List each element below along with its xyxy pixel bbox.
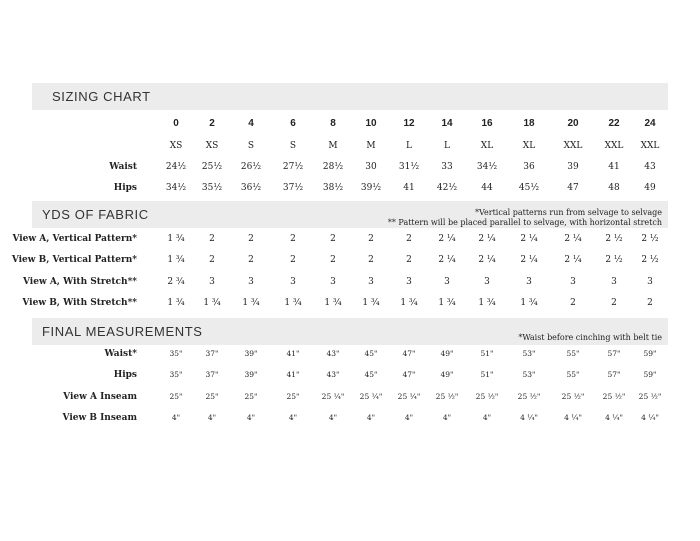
table-cell: 3 — [406, 277, 412, 287]
table-cell: 57" — [607, 370, 621, 379]
table-cell: 2 — [209, 234, 215, 244]
table-cell: 0 — [173, 118, 179, 129]
row-label: View A, Vertical Pattern* — [12, 234, 137, 244]
table-cell: 35" — [169, 370, 183, 379]
table-cell: 44 — [481, 183, 493, 193]
table-cell: 2 — [290, 234, 296, 244]
table-cell: 59" — [643, 349, 657, 358]
table-cell: 49 — [644, 183, 656, 193]
table-cell: 4" — [482, 413, 492, 422]
table-cell: 2 — [209, 255, 215, 265]
table-cell: 39 — [567, 162, 579, 172]
table-cell: 18 — [523, 118, 535, 129]
table-cell: XXL — [563, 141, 583, 151]
table-cell: 27½ — [282, 162, 304, 172]
table-cell: 25 ½" — [517, 392, 541, 401]
table-cell: 2 — [368, 234, 374, 244]
size-number-row — [0, 117, 700, 131]
table-cell: 2 ¼ — [520, 255, 538, 265]
fabric-note-vertical: *Vertical patterns run from selvage to selvage — [474, 208, 662, 217]
table-cell: 25 ½" — [475, 392, 499, 401]
table-cell: 8 — [330, 118, 336, 129]
table-cell: 2 ¼ — [564, 234, 582, 244]
table-cell: 3 — [248, 277, 254, 287]
table-cell: 4" — [366, 413, 376, 422]
table-cell: 41" — [286, 349, 300, 358]
table-cell: 2 ¼ — [564, 255, 582, 265]
fabric-note-stretch: ** Pattern will be placed parallel to selvage, with horizontal stretch — [387, 218, 662, 227]
row-label: View A Inseam — [63, 392, 137, 402]
table-cell: 25" — [205, 392, 219, 401]
row-label: View B, With Stretch** — [22, 298, 137, 308]
final-measurement-row — [0, 368, 700, 382]
table-cell: 25 ¼" — [321, 392, 345, 401]
table-cell: 25½ — [201, 162, 223, 172]
table-cell: 51" — [480, 349, 494, 358]
size-letter-row — [0, 139, 700, 153]
row-label: Hips — [113, 370, 137, 380]
table-cell: 36½ — [240, 183, 262, 193]
table-cell: 47 — [567, 183, 579, 193]
row-label: Waist* — [104, 349, 137, 359]
table-cell: 1 ¾ — [242, 298, 260, 308]
fabric-row — [0, 253, 700, 267]
table-cell: 4" — [246, 413, 256, 422]
final-measurements-note: *Waist before cinching with belt tie — [518, 333, 662, 342]
table-cell: XS — [205, 141, 219, 151]
row-label: Hips — [113, 183, 137, 193]
table-cell: 2 ¼ — [478, 234, 496, 244]
table-cell: 2 — [647, 298, 653, 308]
final-measurements-title: FINAL MEASUREMENTS — [42, 324, 203, 339]
table-cell: 22 — [608, 118, 620, 129]
table-cell: 12 — [403, 118, 415, 129]
table-cell: 1 ¾ — [478, 298, 496, 308]
fabric-title: YDS OF FABRIC — [42, 207, 149, 222]
table-cell: 24½ — [165, 162, 187, 172]
table-cell: S — [289, 141, 297, 151]
table-cell: 2 — [368, 255, 374, 265]
table-cell: 43 — [644, 162, 656, 172]
table-cell: 4" — [442, 413, 452, 422]
table-cell: 2 — [330, 234, 336, 244]
table-cell: 2 ¼ — [438, 255, 456, 265]
table-cell: 37" — [205, 370, 219, 379]
table-cell: 1 ¾ — [324, 298, 342, 308]
table-cell: 4" — [171, 413, 181, 422]
table-cell: 2 — [209, 118, 215, 129]
table-cell: 34½ — [476, 162, 498, 172]
table-cell: 4" — [404, 413, 414, 422]
table-cell: 53" — [522, 370, 536, 379]
table-cell: 43" — [326, 370, 340, 379]
table-cell: 2 — [406, 234, 412, 244]
fabric-row — [0, 275, 700, 289]
table-cell: 3 — [484, 277, 490, 287]
table-cell: 36 — [523, 162, 535, 172]
table-cell: 25" — [244, 392, 258, 401]
table-cell: 2 ½ — [641, 255, 659, 265]
table-cell: L — [406, 141, 412, 151]
table-cell: 30 — [365, 162, 377, 172]
table-cell: 4 ¼" — [641, 413, 659, 422]
table-cell: 4" — [288, 413, 298, 422]
table-cell: 41" — [286, 370, 300, 379]
fabric-row — [0, 296, 700, 310]
table-cell: 33 — [441, 162, 453, 172]
table-cell: 34½ — [165, 183, 187, 193]
table-cell: 37½ — [282, 183, 304, 193]
table-cell: M — [366, 141, 376, 151]
table-cell: 25 ½" — [561, 392, 585, 401]
table-cell: 39" — [244, 370, 258, 379]
table-cell: XXL — [604, 141, 624, 151]
table-cell: 55" — [566, 349, 580, 358]
table-cell: 25 ½" — [602, 392, 626, 401]
table-cell: 42½ — [436, 183, 458, 193]
table-cell: 6 — [290, 118, 296, 129]
table-cell: 26½ — [240, 162, 262, 172]
table-cell: 51" — [480, 370, 494, 379]
table-cell: 41 — [403, 183, 415, 193]
sizing-chart-title: SIZING CHART — [52, 89, 151, 104]
table-cell: 2 — [290, 255, 296, 265]
table-cell: 3 — [570, 277, 576, 287]
table-cell: 1 ¾ — [167, 255, 185, 265]
table-cell: 3 — [209, 277, 215, 287]
table-cell: 1 ¾ — [520, 298, 538, 308]
table-cell: 35½ — [201, 183, 223, 193]
row-label: Waist — [109, 162, 137, 172]
row-label: View B, Vertical Pattern* — [11, 255, 137, 265]
table-cell: 14 — [441, 118, 453, 129]
table-cell: 1 ¾ — [167, 298, 185, 308]
table-cell: 28½ — [322, 162, 344, 172]
table-cell: 2 ¼ — [520, 234, 538, 244]
table-cell: 45½ — [518, 183, 540, 193]
table-cell: 43" — [326, 349, 340, 358]
table-cell: S — [247, 141, 255, 151]
table-cell: 25 ½" — [638, 392, 662, 401]
table-cell: 39" — [244, 349, 258, 358]
final-measurement-row — [0, 390, 700, 404]
table-cell: 3 — [290, 277, 296, 287]
table-cell: 2 — [248, 234, 254, 244]
table-cell: 57" — [607, 349, 621, 358]
table-cell: 2 ½ — [605, 234, 623, 244]
table-cell: 1 ¾ — [362, 298, 380, 308]
table-cell: 2 — [570, 298, 576, 308]
table-cell: 2 — [330, 255, 336, 265]
table-cell: 48 — [608, 183, 620, 193]
table-cell: 53" — [522, 349, 536, 358]
table-cell: 10 — [365, 118, 377, 129]
table-cell: 4" — [328, 413, 338, 422]
table-cell: 35" — [169, 349, 183, 358]
table-cell: 49" — [440, 370, 454, 379]
table-cell: 38½ — [322, 183, 344, 193]
row-label: View B Inseam — [62, 413, 137, 423]
table-cell: 4 ¼" — [520, 413, 538, 422]
table-cell: 47" — [402, 370, 416, 379]
table-cell: 45" — [364, 370, 378, 379]
table-cell: 2 — [406, 255, 412, 265]
table-cell: 1 ¾ — [438, 298, 456, 308]
table-cell: 3 — [611, 277, 617, 287]
table-cell: 1 ¾ — [203, 298, 221, 308]
table-cell: 59" — [643, 370, 657, 379]
table-cell: 3 — [647, 277, 653, 287]
final-measurement-row — [0, 347, 700, 361]
table-cell: XS — [169, 141, 183, 151]
table-cell: 2 ½ — [605, 255, 623, 265]
table-cell: M — [328, 141, 338, 151]
table-cell: 2 ¼ — [438, 234, 456, 244]
table-cell: 24 — [644, 118, 656, 129]
table-cell: XXL — [640, 141, 660, 151]
table-cell: 20 — [567, 118, 579, 129]
table-cell: 4 ¼" — [605, 413, 623, 422]
table-cell: 1 ¾ — [167, 234, 185, 244]
table-cell: 45" — [364, 349, 378, 358]
sizing-row — [0, 181, 700, 195]
final-measurement-row — [0, 411, 700, 425]
table-cell: 2 ¼ — [478, 255, 496, 265]
table-cell: 16 — [481, 118, 493, 129]
table-cell: 3 — [368, 277, 374, 287]
table-cell: 47" — [402, 349, 416, 358]
sizing-row — [0, 160, 700, 174]
table-cell: 55" — [566, 370, 580, 379]
row-label: View A, With Stretch** — [22, 277, 137, 287]
table-cell: 3 — [526, 277, 532, 287]
table-cell: 4 ¼" — [564, 413, 582, 422]
table-cell: 2 — [248, 255, 254, 265]
table-cell: 4" — [207, 413, 217, 422]
table-cell: 1 ¾ — [400, 298, 418, 308]
table-cell: 4 — [248, 118, 254, 129]
table-cell: 31½ — [398, 162, 420, 172]
table-cell: 39½ — [360, 183, 382, 193]
table-cell: 2 ½ — [641, 234, 659, 244]
table-cell: 3 — [330, 277, 336, 287]
fabric-row — [0, 232, 700, 246]
table-cell: 25" — [169, 392, 183, 401]
table-cell: 49" — [440, 349, 454, 358]
table-cell: 25 ¼" — [359, 392, 383, 401]
table-cell: 41 — [608, 162, 620, 172]
table-cell: XL — [480, 141, 494, 151]
table-cell: 3 — [444, 277, 450, 287]
table-cell: 2 ¾ — [167, 277, 185, 287]
table-cell: 1 ¾ — [284, 298, 302, 308]
table-cell: 25 ¼" — [397, 392, 421, 401]
table-cell: 2 — [611, 298, 617, 308]
table-cell: XL — [522, 141, 536, 151]
table-cell: 25 ½" — [435, 392, 459, 401]
table-cell: 37" — [205, 349, 219, 358]
table-cell: L — [444, 141, 450, 151]
table-cell: 25" — [286, 392, 300, 401]
